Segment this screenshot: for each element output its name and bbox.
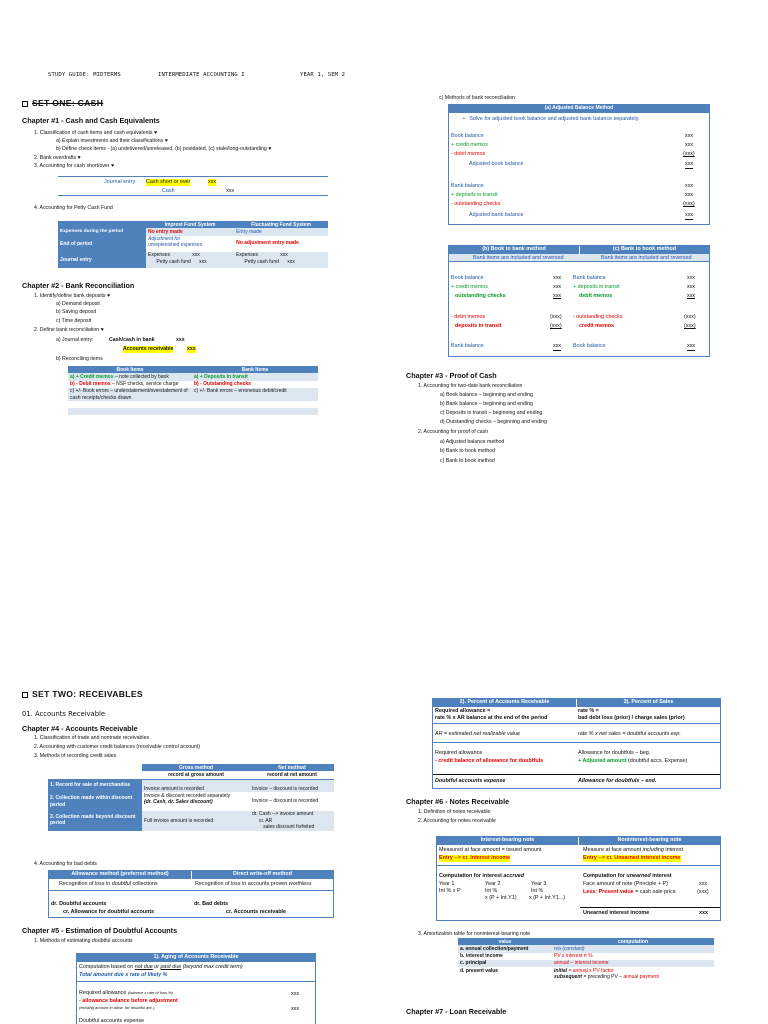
note-line: x (P + Int.Y1): [485, 895, 517, 901]
je-line: cr. Allowance for doubtful accounts: [63, 909, 155, 915]
checkbox-icon: [22, 692, 28, 698]
list-item: b) Bank balance – beginning and ending: [440, 401, 533, 407]
je-amount: xxx: [187, 346, 196, 352]
pct-line: + Adjusted amount (doubtful accs. Expense): [578, 758, 688, 764]
btb-title: (b) Book to bank method: [449, 246, 579, 254]
pct-line: rate % x net sales = doubtful accounts exp.: [578, 731, 681, 737]
adjusted-balance-box: [448, 104, 710, 225]
list-item: 3. Methods of recording credit sales: [34, 753, 117, 759]
abm-title: (a) Adjusted Balance Method: [449, 105, 709, 113]
list-item: 1. Classification of cash items and cash equivalents ♥: [34, 130, 158, 136]
aging-line: Doubtful accounts expense: [79, 1018, 145, 1024]
bankbook-amount: xxx: [687, 284, 696, 290]
btb-line: Bank balance: [451, 343, 484, 349]
header-right: YEAR 1, SEM 2: [300, 72, 346, 78]
note-line: Less: Present value = cash sale price: [583, 889, 676, 895]
bankbook-amount: xxx: [687, 293, 696, 299]
bankbook-amount: xxx: [687, 343, 696, 349]
percent-methods-box: [432, 698, 721, 789]
je-ar: Accounts receivable: [123, 346, 174, 352]
noninterest-bearing-title: Noninterest-bearing note: [578, 837, 720, 845]
bankbook-line: credit memos: [579, 323, 615, 329]
list-item: 1. Methods of estimating doubtful accounts: [34, 938, 133, 944]
btb-line: - debit memos: [451, 314, 486, 320]
petty-cash-table: Imprest Fund System Fluctuating Fund System Expenses during the period No entry made Entry made End of period Adjustment for unreplenished expenses No adjustment entry made Journal entry Expenses xxx Petty cash fund xxx Expenses xxx Petty cash fund xxx: [58, 221, 328, 268]
list-item: b) Bank to book method: [440, 448, 496, 454]
je-line: dr. Doubtful accounts: [51, 901, 107, 907]
abm-amount: xxx: [685, 212, 694, 218]
bankbook-title: (c) Bank to book method: [579, 246, 709, 254]
aging-title: 1). Aging of Accounts Receivable: [77, 954, 315, 962]
btb-amount: xxx: [553, 275, 562, 281]
list-item: b) Reconciling items: [56, 356, 103, 362]
note-line: Year 1: [439, 881, 455, 887]
list-item: 1. Classification of trade and nontrade receivables: [34, 735, 150, 741]
abm-book-line: Book balance: [451, 133, 484, 139]
note-line: Computation for interest accrued: [439, 873, 525, 879]
btb-amount: xxx: [553, 343, 562, 349]
je-line: cr. Accounts receivable: [226, 909, 287, 915]
abm-bank-line: - outstanding checks: [451, 201, 501, 207]
bankbook-amount: (xxx): [684, 314, 696, 320]
btb-line: Book balance: [451, 275, 484, 281]
chapter-1-title: Chapter #1 - Cash and Cash Equivalents: [22, 116, 160, 125]
note-amount: (xxx): [697, 889, 709, 895]
note-line: Int %: [531, 888, 544, 894]
list-item: c) Methods of bank reconciliation: [439, 95, 515, 101]
btb-amount: (xxx): [550, 323, 562, 329]
note-line: x (P + Int.Y1...): [529, 895, 566, 901]
abm-book-line: + credit memos: [451, 142, 488, 148]
btb-amount: xxx: [553, 293, 562, 299]
bankbook-line: Book balance: [573, 343, 606, 349]
note-amount: xxx: [699, 881, 708, 887]
list-item: 2. Define bank reconciliation ♥: [34, 327, 104, 333]
list-item: 3. Amortization table for noninterest-bearing note: [418, 931, 531, 937]
list-item: 1. Definition of notes receivable: [418, 809, 491, 815]
checkbox-icon: [22, 101, 28, 107]
chapter-5-title: Chapter #5 - Estimation of Doubtful Accounts: [22, 926, 178, 935]
abm-bank-line: Bank balance: [451, 183, 484, 189]
bankbook-line: debit memos: [579, 293, 613, 299]
amortization-table: value computation a. annual collection/payment n/a (constant) b. interest income PV x interest rt % c. principal annual – interest income d. present value initial = annual x PV factor subsequent = preceding PV – annual payment: [458, 938, 714, 981]
allowance-recognition: Recognition of loss in doubtful collections: [59, 881, 158, 887]
btb-subtitle: Bank items are included and reversed: [473, 255, 564, 261]
credit-sales-table: Gross method Net method record at gross amount record at net amount 1. Record for sale of merchandise Invoice amount is recorded Invoice – discount is recorded 2. Collection made within discount period Invoice & discount recorded separately (dr. Cash, dr. Sales discount) Invoice – discount is recorded 3. Collection made beyond discount period Full invoice amount is recorded dr. Cash --> invoice amount cr. AR sales discount forfeited: [48, 764, 334, 831]
allowance-method-header: Allowance method (preferred method): [49, 871, 191, 879]
list-item: 2. Accounting with customer credit balances (receivable control account): [34, 744, 201, 750]
abm-amount: xxx: [685, 183, 694, 189]
abm-bank-line: + deposits in transit: [451, 192, 498, 198]
bankbook-amount: xxx: [687, 275, 696, 281]
pct-line: bad debt loss (prior) / charge sales (prior): [578, 715, 685, 721]
list-item: 3. Accounting for cash short/over ♥: [34, 163, 115, 169]
interest-bearing-title: Interest-bearing note: [437, 837, 578, 845]
abm-book-line: - debit memos: [451, 151, 486, 157]
abm-amount: xxx: [685, 192, 694, 198]
pct-line: - credit balance of allowance for doubtfuls: [435, 758, 544, 764]
list-item: a) Journal entry:: [56, 337, 94, 343]
book-bank-methods-box: [448, 245, 710, 357]
note-amount: xxx: [699, 910, 708, 916]
list-item: c) Bank to book method: [440, 458, 495, 464]
list-item: 4. Accounting for Petty Cash Fund: [34, 205, 113, 211]
chapter-2-title: Chapter #2 - Bank Reconciliation: [22, 281, 135, 290]
list-item: 1. Identify/define bank deposits ♥: [34, 293, 111, 299]
pct-line: Required allowance: [435, 750, 483, 756]
abm-note: • Solve for adjusted book balance and adjusted bank balance separately.: [463, 116, 640, 122]
btb-line: outstanding checks: [455, 293, 506, 299]
list-item: b) Define check items - (a) undelivered/unreleased, (b) postdated, (c) stale/long-outstanding ♥: [56, 146, 272, 152]
je-amount: xxx: [208, 179, 217, 185]
bankbook-subtitle: Bank items are included and reversed: [601, 255, 692, 261]
list-item: 4. Accounting for bad debts: [34, 861, 97, 867]
abm-bank-line: Adjusted bank balance: [469, 212, 524, 218]
journal-entry-box: [58, 176, 328, 196]
je-cash-bank: Cash/cash in bank: [109, 337, 155, 343]
bad-debts-box: [48, 870, 334, 918]
note-line: Int %: [485, 888, 498, 894]
list-item: 2. Accounting for proof of cash: [418, 429, 489, 435]
aging-amount: xxx: [291, 1006, 300, 1012]
btb-line: + credit memos: [451, 284, 488, 290]
pct-line: Allowance for doubtfuls – end.: [578, 778, 657, 784]
bankbook-line: Bank balance: [573, 275, 606, 281]
abm-book-line: Adjusted book balance: [469, 161, 524, 167]
btb-amount: xxx: [553, 284, 562, 290]
set-two-title: SET TWO: RECEIVABLES: [22, 689, 143, 700]
list-item: a) Demand deposit: [56, 301, 100, 307]
je-account: Cash short or over: [146, 179, 191, 185]
list-item: 2. Bank overdrafts ♥: [34, 155, 81, 161]
reconciling-items-table: Book Items Bank Items a) + Credit memos – note collected by bank a) + Deposits in transit b) - Debit memos – NSF checks, service charge b) - Outstanding checks c) +/- Book errors – understatement/overstatement of cash receipts/checks drawn c) +/- Bank errors – erroneous debit/credit: [68, 366, 318, 415]
bankbook-amount: (xxx): [684, 323, 696, 329]
notes-table-box: [436, 836, 721, 921]
list-item: a) Adjusted balance method: [440, 439, 505, 445]
list-item: d) Outstanding checks – beginning and ending: [440, 419, 547, 425]
note-line: Year 3: [531, 881, 547, 887]
abm-amount: (xxx): [683, 151, 695, 157]
bankbook-line: + deposits in transit: [573, 284, 620, 290]
abm-amount: xxx: [685, 133, 694, 139]
aging-line: Computation based on not due or past due (beyond max credit term): [79, 964, 243, 970]
chapter-7-title: Chapter #7 - Loan Receivable: [406, 1007, 507, 1016]
btb-amount: (xxx): [550, 314, 562, 320]
je-line: dr. Bad debts: [194, 901, 229, 907]
pct-line: rate % =: [578, 708, 599, 714]
note-line: Measured at face amount = issued amount: [439, 847, 542, 853]
header-mid: INTERMEDIATE ACCOUNTING I: [158, 72, 245, 78]
note-line: Face amount of note (Principle + P): [583, 881, 668, 887]
aging-line: - allowance balance before adjustment: [79, 998, 178, 1004]
pct-line: Doubtful accounts expense: [435, 778, 506, 784]
chapter-4-title: Chapter #4 - Accounts Receivable: [22, 724, 138, 733]
je-label: Journal entry:: [104, 179, 137, 185]
direct-writeoff-header: Direct write-off method: [191, 871, 333, 879]
pct-line: Allowance for doubtfuls – beg.: [578, 750, 651, 756]
note-line: Entry --> cr. Interest income: [439, 855, 511, 861]
list-item: b) Saving deposit: [56, 309, 97, 315]
note-line: Computation for unearned interest: [583, 873, 672, 879]
pct-line: AR = estimated net realizable value: [435, 731, 520, 737]
abm-amount: xxx: [685, 142, 694, 148]
note-line: Measure at face amount including interest: [583, 847, 684, 853]
aging-line: Total amount due x rate of likely %: [79, 972, 168, 978]
list-item: a) Book balance – beginning and ending: [440, 392, 533, 398]
list-item: c) Time deposit: [56, 318, 92, 324]
list-item: c) Deposits in transit – beginning and ending: [440, 410, 543, 416]
pct-ar-title: 2). Percent of Accounts Receivable: [433, 699, 576, 707]
direct-recognition: Recognition of loss in accounts proven worthless: [195, 881, 312, 887]
note-line: Unearned interest income: [583, 910, 650, 916]
list-item: 2. Accounting for notes receivable: [418, 818, 496, 824]
abm-amount: (xxx): [683, 201, 695, 207]
aging-box: [76, 953, 316, 1024]
je-amount: xxx: [176, 337, 185, 343]
je-cash: Cash: [162, 188, 175, 194]
list-item: 1. Accounting for two-date bank reconciliation: [418, 383, 523, 389]
pct-line: Required allowance =: [435, 708, 491, 714]
aging-line: Required allowance (balance x rate of loss %): [79, 990, 173, 996]
set-one-title: SET ONE: CASH: [22, 98, 103, 109]
bankbook-line: - outstanding checks: [573, 314, 623, 320]
aging-amount: xxx: [291, 991, 300, 997]
header-left: STUDY GUIDE: MIDTERMS: [48, 72, 121, 78]
note-line: Entry --> cr. Unearned interest income: [583, 855, 681, 861]
aging-line: (existing amount in allow. for doubtful acc.): [79, 1005, 155, 1010]
btb-line: deposits in transit: [455, 323, 502, 329]
abm-amount: xxx: [685, 161, 694, 167]
note-line: Year 2: [485, 881, 501, 887]
pct-line: rate % x AR balance at the end of the period: [435, 715, 548, 721]
pct-sales-title: 3). Percent of Sales: [576, 699, 720, 707]
je-cash-amount: xxx: [226, 188, 235, 194]
chapter-3-title: Chapter #3 - Proof of Cash: [406, 371, 497, 380]
subsection-title: 01. Accounts Receivable: [22, 710, 106, 718]
note-line: Int % x P: [439, 888, 461, 894]
list-item: a) Explain investments and their classifications ♥: [56, 138, 168, 144]
chapter-6-title: Chapter #6 - Notes Receivable: [406, 797, 510, 806]
